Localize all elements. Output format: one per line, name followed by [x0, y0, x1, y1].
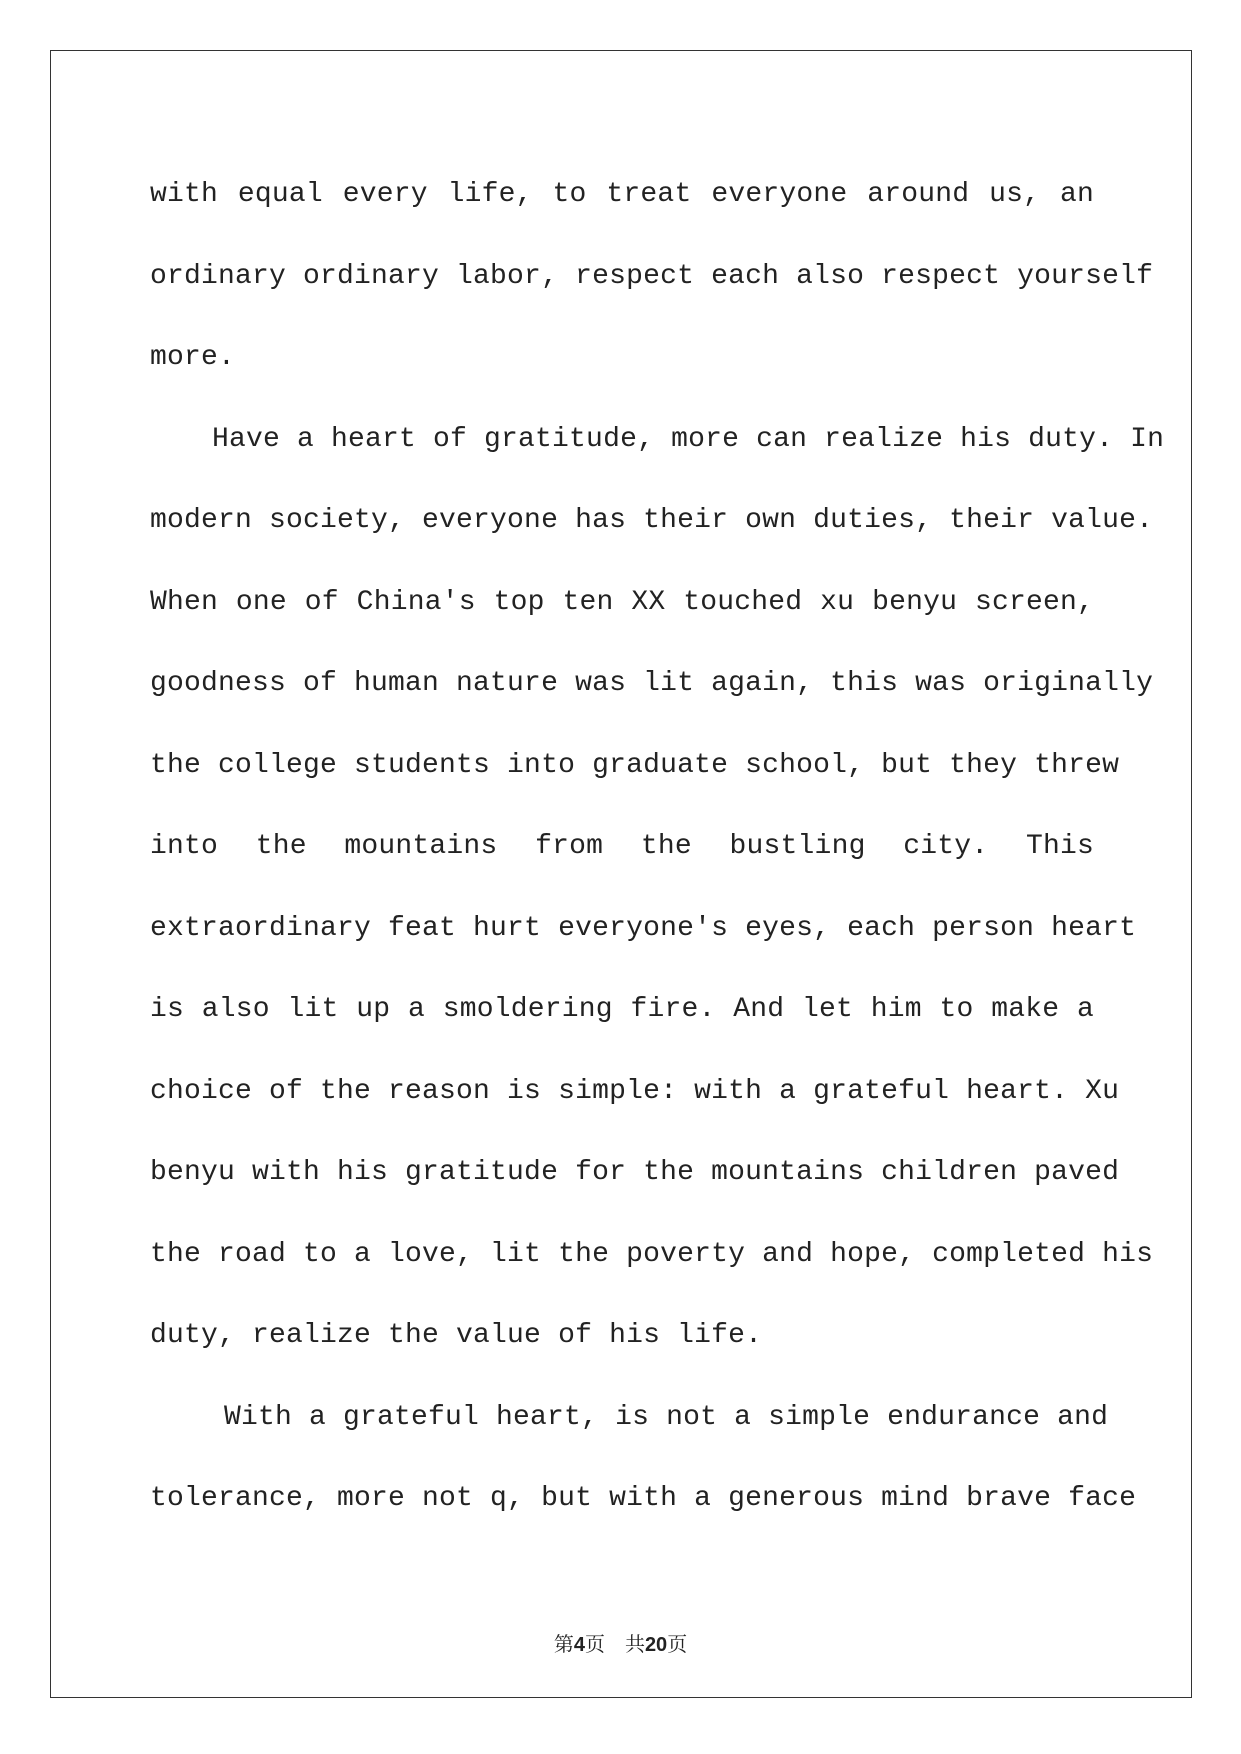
text-line: benyu with his gratitude for the mountains children paved [150, 1157, 1120, 1188]
text-line: ordinary ordinary labor, respect each also respect yourself [150, 260, 1154, 292]
text-line: tolerance, more not q, but with a generous mind brave face [150, 1483, 1137, 1514]
text-line: When one of China's top ten XX touched xu benyu screen, [150, 586, 1094, 618]
page-number: 4 [573, 1634, 585, 1656]
text-line: extraordinary feat hurt everyone's eyes, each person heart [150, 912, 1137, 944]
footer-prefix: 第 [553, 1632, 574, 1656]
document-body [150, 154, 1165, 1540]
text-line: into the mountains from the bustling city. This [150, 831, 1094, 862]
footer-total-prefix: 共 [624, 1632, 645, 1656]
text-line: the college students into graduate school, but they threw [150, 749, 1120, 781]
text-line: With a grateful heart, is not a simple endurance and [224, 1401, 1109, 1433]
text-line: the road to a love, lit the poverty and hope, completed his [150, 1238, 1154, 1270]
page-footer [0, 1628, 1241, 1657]
text-line: is also lit up a smoldering fire. And let him to make a [150, 994, 1094, 1025]
text-line: modern society, everyone has their own duties, their value. [150, 505, 1154, 536]
total-pages: 20 [644, 1634, 668, 1656]
text-line: duty, realize the value of his life. [150, 1320, 763, 1351]
text-line: more. [150, 342, 236, 373]
footer-page-suffix: 页 [584, 1632, 605, 1656]
text-line: goodness of human nature was lit again, this was originally [150, 668, 1154, 699]
text-line: Have a heart of gratitude, more can realize his duty. In [212, 423, 1165, 455]
text-line: with equal every life, to treat everyone around us, an [150, 179, 1094, 210]
footer-total-suffix: 页 [667, 1632, 688, 1656]
text-line: choice of the reason is simple: with a grateful heart. Xu [150, 1075, 1120, 1107]
